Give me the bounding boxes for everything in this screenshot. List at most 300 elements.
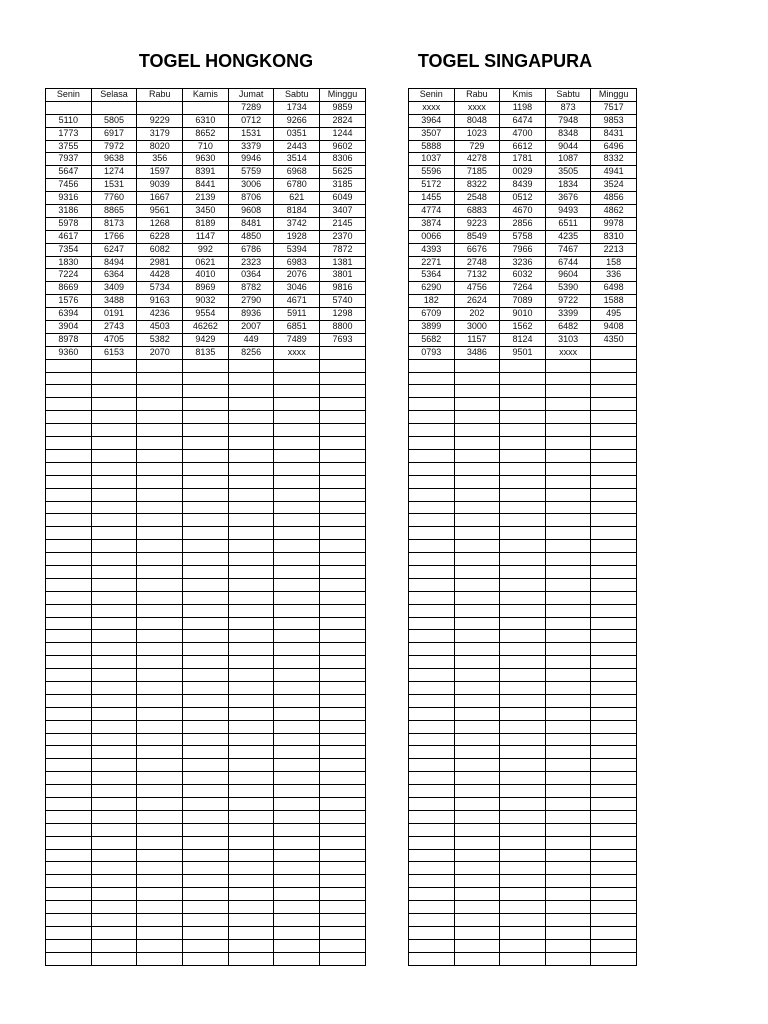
hk-empty-cell (229, 811, 275, 824)
hk-empty-cell (92, 656, 138, 669)
hk-data-row (46, 218, 366, 231)
hk-empty-cell (46, 798, 92, 811)
sg-cell-rabu: 7185 (455, 166, 501, 179)
hk-empty-cell (320, 450, 366, 463)
hk-cell-kamis: 9429 (183, 334, 229, 347)
sg-header-senin: Senin (409, 89, 455, 102)
sg-empty-cell (591, 579, 637, 592)
hk-empty-row (46, 630, 366, 643)
singapura-title: TOGEL SINGAPURA (417, 51, 593, 71)
hk-empty-cell (183, 424, 229, 437)
sg-cell-sabtu: 1087 (546, 153, 592, 166)
sg-empty-cell (455, 746, 501, 759)
sg-cell-kmis: 7264 (500, 282, 546, 295)
sg-cell-kmis: 7089 (500, 295, 546, 308)
hk-empty-cell (274, 695, 320, 708)
hk-data-row (46, 334, 366, 347)
sg-empty-cell (500, 798, 546, 811)
sg-cell-rabu: 729 (455, 141, 501, 154)
sg-cell-senin: 5682 (409, 334, 455, 347)
sg-data-row (409, 141, 637, 154)
hk-empty-cell (137, 450, 183, 463)
hk-empty-cell (274, 759, 320, 772)
hk-cell-senin: 6394 (46, 308, 92, 321)
hk-empty-cell (46, 888, 92, 901)
sg-empty-cell (500, 373, 546, 386)
hk-empty-cell (46, 502, 92, 515)
hk-empty-cell (46, 695, 92, 708)
sg-empty-cell (591, 398, 637, 411)
hk-empty-cell (92, 759, 138, 772)
hk-cell-sabtu: 4671 (274, 295, 320, 308)
sg-cell-sabtu: 7467 (546, 244, 592, 257)
hk-cell-selasa: 1531 (92, 179, 138, 192)
hk-cell-sabtu: 3514 (274, 153, 320, 166)
sg-empty-cell (591, 643, 637, 656)
hk-empty-cell (137, 669, 183, 682)
hk-empty-cell (274, 553, 320, 566)
hk-header-jumat: Jumat (229, 89, 275, 102)
sg-empty-row (409, 373, 637, 386)
hk-data-row (46, 257, 366, 270)
sg-empty-cell (409, 437, 455, 450)
hk-empty-cell (183, 888, 229, 901)
sg-cell-rabu: 2624 (455, 295, 501, 308)
hk-cell-selasa: 6153 (92, 347, 138, 360)
sg-empty-cell (546, 411, 592, 424)
hk-empty-cell (183, 630, 229, 643)
sg-empty-cell (546, 566, 592, 579)
sg-cell-rabu: 3000 (455, 321, 501, 334)
sg-empty-cell (546, 798, 592, 811)
sg-empty-cell (455, 901, 501, 914)
hk-cell-selasa: 9638 (92, 153, 138, 166)
hk-empty-cell (46, 527, 92, 540)
sg-empty-cell (500, 901, 546, 914)
sg-empty-cell (455, 927, 501, 940)
hk-empty-cell (137, 514, 183, 527)
sg-data-row (409, 334, 637, 347)
hk-empty-cell (320, 940, 366, 953)
hk-data-row (46, 166, 366, 179)
hk-empty-cell (183, 502, 229, 515)
sg-data-row (409, 282, 637, 295)
hk-empty-cell (46, 605, 92, 618)
sg-empty-cell (500, 772, 546, 785)
hk-empty-cell (46, 940, 92, 953)
sg-empty-row (409, 514, 637, 527)
hk-empty-cell (274, 605, 320, 618)
sg-cell-sabtu: 5390 (546, 282, 592, 295)
sg-data-row (409, 153, 637, 166)
hk-empty-cell (320, 953, 366, 966)
hk-empty-cell (320, 579, 366, 592)
hk-data-row (46, 153, 366, 166)
sg-empty-cell (546, 862, 592, 875)
hk-empty-cell (46, 373, 92, 386)
hk-data-row (46, 244, 366, 257)
hk-empty-cell (320, 360, 366, 373)
hk-cell-senin: 4617 (46, 231, 92, 244)
sg-cell-senin: 6290 (409, 282, 455, 295)
hk-cell-rabu: 4236 (137, 308, 183, 321)
hk-empty-row (46, 708, 366, 721)
sg-empty-cell (546, 682, 592, 695)
hk-empty-cell (229, 514, 275, 527)
hk-empty-cell (274, 385, 320, 398)
hk-empty-cell (274, 850, 320, 863)
hk-cell-sabtu: 6968 (274, 166, 320, 179)
hk-empty-cell (137, 566, 183, 579)
hk-empty-cell (46, 811, 92, 824)
hk-empty-cell (46, 643, 92, 656)
sg-empty-cell (546, 837, 592, 850)
sg-cell-sabtu: 6744 (546, 257, 592, 270)
sg-empty-cell (546, 540, 592, 553)
hk-empty-cell (92, 398, 138, 411)
hk-empty-cell (46, 463, 92, 476)
sg-empty-cell (409, 618, 455, 631)
sg-empty-cell (591, 824, 637, 837)
sg-cell-minggu: 2213 (591, 244, 637, 257)
hk-empty-cell (274, 798, 320, 811)
hk-empty-cell (137, 772, 183, 785)
hk-empty-row (46, 759, 366, 772)
hk-empty-cell (229, 502, 275, 515)
sg-empty-cell (546, 914, 592, 927)
hk-cell-kamis: 8441 (183, 179, 229, 192)
sg-cell-sabtu: 6482 (546, 321, 592, 334)
sg-empty-cell (546, 875, 592, 888)
hk-empty-row (46, 798, 366, 811)
hk-empty-cell (274, 669, 320, 682)
sg-empty-cell (500, 721, 546, 734)
sg-empty-cell (409, 656, 455, 669)
hk-empty-cell (320, 734, 366, 747)
sg-empty-cell (455, 618, 501, 631)
hk-empty-cell (92, 940, 138, 953)
sg-empty-cell (455, 656, 501, 669)
hk-empty-cell (183, 643, 229, 656)
sg-cell-sabtu: 3505 (546, 166, 592, 179)
sg-cell-kmis: 1198 (500, 102, 546, 115)
hk-empty-cell (229, 450, 275, 463)
sg-empty-cell (455, 914, 501, 927)
hk-empty-cell (274, 424, 320, 437)
sg-cell-minggu: 6498 (591, 282, 637, 295)
hk-empty-cell (92, 579, 138, 592)
hk-empty-cell (320, 901, 366, 914)
sg-empty-cell (500, 398, 546, 411)
hk-empty-cell (137, 463, 183, 476)
sg-empty-cell (591, 798, 637, 811)
hk-cell-selasa: 1274 (92, 166, 138, 179)
hk-empty-cell (183, 540, 229, 553)
hk-empty-cell (274, 875, 320, 888)
hk-cell-minggu: 7693 (320, 334, 366, 347)
sg-empty-cell (591, 424, 637, 437)
sg-empty-cell (591, 360, 637, 373)
hk-cell-sabtu: 621 (274, 192, 320, 205)
sg-empty-cell (409, 798, 455, 811)
sg-empty-row (409, 888, 637, 901)
hk-empty-cell (229, 656, 275, 669)
hk-empty-cell (229, 734, 275, 747)
hk-empty-cell (46, 411, 92, 424)
sg-empty-cell (500, 695, 546, 708)
sg-empty-cell (409, 553, 455, 566)
sg-cell-minggu: 4856 (591, 192, 637, 205)
hk-empty-cell (229, 953, 275, 966)
hk-empty-cell (137, 476, 183, 489)
hk-cell-rabu: 4428 (137, 269, 183, 282)
hk-empty-cell (229, 695, 275, 708)
sg-empty-row (409, 437, 637, 450)
hk-cell-kamis: 2139 (183, 192, 229, 205)
sg-cell-sabtu: 7948 (546, 115, 592, 128)
hk-empty-cell (183, 566, 229, 579)
hk-cell-minggu: 5740 (320, 295, 366, 308)
sg-empty-cell (591, 837, 637, 850)
hk-cell-jumat: 449 (229, 334, 275, 347)
sg-cell-kmis: 5758 (500, 231, 546, 244)
hk-cell-senin: 7456 (46, 179, 92, 192)
hk-cell-jumat: 6786 (229, 244, 275, 257)
sg-cell-sabtu: 3399 (546, 308, 592, 321)
sg-cell-senin: 5364 (409, 269, 455, 282)
sg-empty-row (409, 914, 637, 927)
hk-empty-row (46, 553, 366, 566)
sg-empty-cell (546, 746, 592, 759)
sg-empty-cell (455, 540, 501, 553)
hk-empty-cell (46, 837, 92, 850)
hk-empty-cell (320, 798, 366, 811)
hk-empty-cell (274, 592, 320, 605)
sg-empty-cell (546, 437, 592, 450)
sg-empty-cell (455, 476, 501, 489)
sg-empty-cell (591, 669, 637, 682)
sg-cell-minggu: 6496 (591, 141, 637, 154)
hk-empty-row (46, 695, 366, 708)
hk-empty-cell (92, 734, 138, 747)
sg-empty-cell (546, 811, 592, 824)
hk-empty-cell (183, 514, 229, 527)
hk-empty-cell (274, 514, 320, 527)
sg-empty-cell (546, 373, 592, 386)
hk-cell-minggu: 1381 (320, 257, 366, 270)
sg-empty-row (409, 540, 637, 553)
sg-empty-cell (409, 837, 455, 850)
hk-empty-cell (274, 398, 320, 411)
hk-empty-cell (92, 630, 138, 643)
sg-cell-senin: 3899 (409, 321, 455, 334)
hk-data-row (46, 192, 366, 205)
sg-empty-cell (455, 437, 501, 450)
sg-empty-cell (546, 759, 592, 772)
sg-empty-cell (546, 489, 592, 502)
sg-cell-kmis: 1562 (500, 321, 546, 334)
hk-empty-cell (92, 875, 138, 888)
singapura-table (408, 88, 637, 966)
sg-empty-cell (546, 772, 592, 785)
hk-empty-cell (274, 540, 320, 553)
hk-cell-sabtu: 6983 (274, 257, 320, 270)
sg-empty-cell (409, 875, 455, 888)
sg-empty-cell (500, 450, 546, 463)
hk-cell-minggu: 2145 (320, 218, 366, 231)
hk-empty-cell (183, 759, 229, 772)
hk-empty-row (46, 527, 366, 540)
sg-empty-cell (591, 489, 637, 502)
hk-empty-cell (183, 875, 229, 888)
hk-empty-cell (137, 527, 183, 540)
hk-cell-minggu: 1244 (320, 128, 366, 141)
hk-cell-senin: 1830 (46, 257, 92, 270)
sg-cell-senin: 1037 (409, 153, 455, 166)
sg-empty-cell (500, 734, 546, 747)
hk-empty-row (46, 579, 366, 592)
sg-cell-rabu: 8048 (455, 115, 501, 128)
hk-empty-cell (92, 811, 138, 824)
hk-empty-row (46, 424, 366, 437)
hk-empty-cell (92, 360, 138, 373)
hk-empty-cell (229, 630, 275, 643)
hk-empty-cell (183, 398, 229, 411)
sg-cell-minggu: 4862 (591, 205, 637, 218)
hk-empty-row (46, 901, 366, 914)
sg-empty-cell (546, 721, 592, 734)
sg-empty-cell (409, 759, 455, 772)
sg-cell-rabu: 4756 (455, 282, 501, 295)
hk-empty-cell (183, 940, 229, 953)
hk-cell-senin: 3755 (46, 141, 92, 154)
sg-empty-cell (455, 708, 501, 721)
sg-empty-cell (409, 772, 455, 785)
hk-empty-cell (46, 398, 92, 411)
sg-empty-row (409, 875, 637, 888)
sg-empty-cell (591, 553, 637, 566)
sg-empty-cell (591, 695, 637, 708)
hk-empty-cell (137, 553, 183, 566)
sg-empty-cell (546, 579, 592, 592)
hk-empty-cell (229, 772, 275, 785)
hk-empty-cell (183, 489, 229, 502)
hk-data-row (46, 102, 366, 115)
hk-empty-cell (137, 927, 183, 940)
sg-empty-cell (546, 385, 592, 398)
sg-empty-cell (546, 940, 592, 953)
hk-empty-cell (46, 901, 92, 914)
hk-empty-row (46, 669, 366, 682)
hk-empty-cell (92, 489, 138, 502)
hk-empty-cell (137, 953, 183, 966)
sg-cell-sabtu: 9604 (546, 269, 592, 282)
hk-cell-selasa: 7972 (92, 141, 138, 154)
hk-empty-cell (183, 450, 229, 463)
hk-empty-cell (46, 630, 92, 643)
sg-empty-cell (409, 953, 455, 966)
sg-cell-sabtu: 6511 (546, 218, 592, 231)
hk-empty-cell (46, 437, 92, 450)
sg-data-row (409, 257, 637, 270)
hk-empty-cell (229, 566, 275, 579)
hk-empty-cell (320, 605, 366, 618)
hk-empty-row (46, 811, 366, 824)
hk-cell-senin: 3904 (46, 321, 92, 334)
hk-empty-cell (229, 837, 275, 850)
hk-empty-cell (183, 695, 229, 708)
sg-data-row (409, 295, 637, 308)
hk-cell-senin: 3186 (46, 205, 92, 218)
sg-empty-cell (455, 398, 501, 411)
hk-empty-cell (320, 785, 366, 798)
sg-empty-row (409, 901, 637, 914)
hk-empty-cell (320, 669, 366, 682)
sg-empty-cell (455, 373, 501, 386)
hk-empty-cell (183, 476, 229, 489)
sg-cell-minggu: 9408 (591, 321, 637, 334)
sg-empty-cell (409, 850, 455, 863)
sg-empty-cell (500, 875, 546, 888)
hk-empty-cell (229, 862, 275, 875)
sg-cell-senin: 3964 (409, 115, 455, 128)
sg-empty-cell (500, 360, 546, 373)
sg-empty-cell (591, 746, 637, 759)
hk-empty-cell (320, 385, 366, 398)
hk-empty-cell (274, 746, 320, 759)
hk-empty-row (46, 360, 366, 373)
hk-cell-senin: 8669 (46, 282, 92, 295)
hk-empty-cell (46, 708, 92, 721)
sg-empty-cell (591, 592, 637, 605)
sg-empty-cell (546, 424, 592, 437)
sg-cell-minggu (591, 347, 637, 360)
hk-cell-sabtu: xxxx (274, 347, 320, 360)
sg-cell-rabu: 6676 (455, 244, 501, 257)
hk-empty-cell (320, 514, 366, 527)
sg-data-row (409, 166, 637, 179)
hk-empty-cell (92, 566, 138, 579)
hk-empty-row (46, 605, 366, 618)
hk-empty-cell (92, 373, 138, 386)
sg-empty-cell (500, 630, 546, 643)
sg-empty-cell (455, 630, 501, 643)
sg-empty-cell (455, 489, 501, 502)
hk-empty-cell (92, 953, 138, 966)
hk-empty-cell (229, 385, 275, 398)
sg-empty-cell (591, 862, 637, 875)
sg-cell-minggu: 158 (591, 257, 637, 270)
hk-empty-cell (320, 914, 366, 927)
hk-empty-cell (183, 746, 229, 759)
hk-empty-cell (92, 850, 138, 863)
hk-empty-cell (320, 463, 366, 476)
hk-empty-cell (320, 927, 366, 940)
sg-empty-cell (591, 811, 637, 824)
sg-empty-cell (455, 862, 501, 875)
sg-header-sabtu: Sabtu (546, 89, 592, 102)
hk-cell-kamis: 6310 (183, 115, 229, 128)
sg-cell-minggu: 336 (591, 269, 637, 282)
hk-cell-kamis: 9554 (183, 308, 229, 321)
sg-cell-sabtu: 3103 (546, 334, 592, 347)
sg-empty-row (409, 360, 637, 373)
hk-empty-cell (92, 553, 138, 566)
sg-empty-cell (591, 927, 637, 940)
hk-empty-cell (320, 566, 366, 579)
hk-empty-cell (46, 746, 92, 759)
hk-empty-cell (137, 785, 183, 798)
